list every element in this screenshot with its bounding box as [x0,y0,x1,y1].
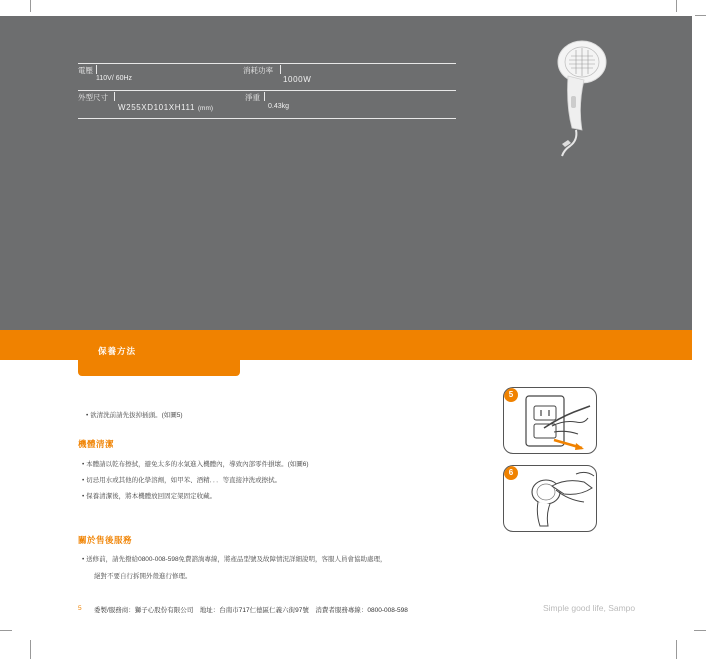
wiping-illustration [504,466,596,531]
crop-mark [676,640,677,659]
size-unit: (mm) [197,105,214,112]
spec-tick [280,65,281,74]
crop-mark [695,15,706,16]
spec-divider [78,63,456,64]
figure-6 [503,465,597,532]
list-item: • 保養清潔後，將本機體放回固定架固定收藏。 [82,493,217,500]
crop-mark [30,0,31,12]
size-label: 外型尺寸 [78,93,108,102]
crop-mark [694,630,706,631]
spec-divider [78,90,456,91]
voltage-label: 電壓 [78,66,93,75]
weight-value: 0.43kg [268,103,290,110]
list-item: • 本體請以乾布擦拭，避免太多的水氣進入機體內，導致內部零件損壞。(如圖6) [82,461,309,468]
figure-number: 5 [504,388,518,402]
weight-label: 淨重 [245,93,260,102]
figure-5 [503,387,597,454]
section-tab [78,356,240,376]
crop-mark [30,640,31,659]
section-title: 保養方法 [98,346,137,356]
footer-text: 委製/服務商：獅子心股份有限公司 地址：台南市717仁德區仁義六街97號 消費者服務專線：0800-008-598 [94,607,408,614]
size-dimensions: W255XD101XH111 [118,103,196,112]
voltage-value: 110V/ 60Hz [96,75,133,82]
page-number: 5 [78,605,82,612]
crop-mark [676,0,677,12]
intro-bullet: • 欲清洗前請先拔掉插頭。(如圖5) [86,412,183,419]
after-sales-line: • 送修前，請先撥給0800-008-598免費諮詢專線，將產品型號及故障情況詳細說明，客服人員會協助處理， [82,556,387,563]
crop-mark [0,630,12,631]
size-value [118,103,213,112]
body-cleaning-heading: 機體清潔 [78,439,115,449]
unplug-illustration [504,388,596,453]
after-sales-heading: 關於售後服務 [78,535,133,545]
spec-tick [114,92,115,101]
power-label: 消耗功率 [243,66,273,75]
hair-dryer-illustration [538,36,614,158]
after-sales-line: 絕對不要自行拆開外殼進行修理。 [94,573,192,580]
spec-tick [96,65,97,74]
spec-panel [0,16,692,330]
spec-tick [264,92,265,101]
power-value: 1000W [283,75,312,84]
list-item: • 切忌用水或其他的化學溶劑，如甲苯、酒精．．．等直接沖洗或擦拭。 [82,477,282,484]
figure-number: 6 [504,466,518,480]
brand-slogan: Simple good life, Sampo [543,603,636,613]
spec-divider [78,118,456,119]
